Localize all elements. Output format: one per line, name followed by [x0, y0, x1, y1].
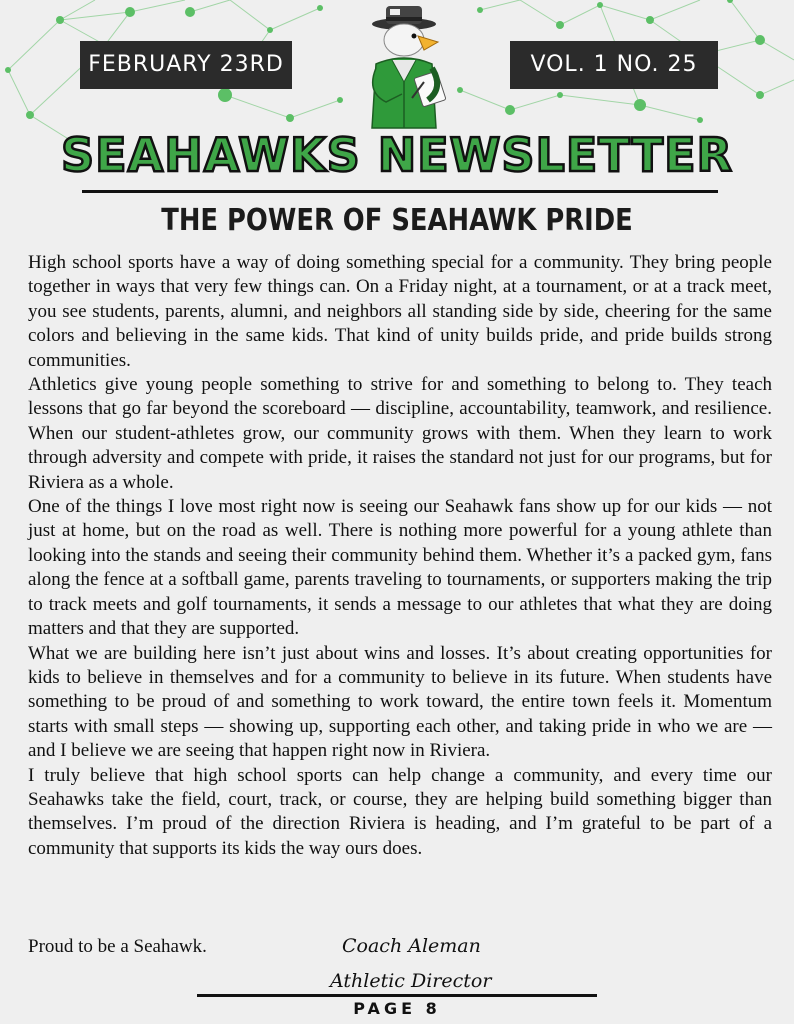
article-headline: THE POWER OF SEAHAWK PRIDE: [161, 203, 633, 238]
article-body: [28, 251, 772, 861]
newsletter-title: SEAHAWKS NEWSLETTER: [61, 128, 733, 182]
footer-divider: [197, 994, 597, 997]
article-paragraph: I truly believe that high school sports can help change a community, and every time our Seahawks take the field, court, track, or course, they are helping build something bigger than themselves. I’m proud of the direction Riviera is heading, and I’m grateful to be part of a community that supports its kids the way ours does.: [28, 764, 772, 859]
article-paragraph: High school sports have a way of doing something special for a community. They bring people together in ways that very few things can. On a Friday night, at a tournament, or at a track meet, you see students, parents, alumni, and neighbors all standing side by side, cheering for the same colors and believing in the same kids. That kind of unity builds pride, and pride builds strong communities.: [28, 252, 772, 371]
signature-title: Athletic Director: [330, 970, 492, 992]
signature-name: Coach Aleman: [342, 935, 481, 957]
issue-date: FEBRUARY 23RD: [80, 41, 292, 89]
article-paragraph: One of the things I love most right now is seeing our Seahawk fans show up for our kids — not just at home, but on the road as well. There is nothing more powerful for a young athlete than looking into the stands and seeing their community behind them. Whether it’s a packed gym, fans along the fence at a softball game, parents traveling to tournaments, or supporters making the trip to track meets and golf tournaments, it sends a message to our athletes that what they are doing matters and that they are supported.: [28, 496, 772, 640]
article-paragraph: Athletics give young people something to strive for and something to belong to. They teach lessons that go far beyond the scoreboard — discipline, accountability, teamwork, and resilience. When our student-athletes grow, our community grows with them. When they learn to work through adversity and compete with pride, it raises the standard not just for our programs, but for Riviera as a whole.: [28, 374, 772, 493]
closing-line: Proud to be a Seahawk.: [28, 936, 207, 957]
seahawk-reporter-icon: [352, 2, 462, 130]
page-number: PAGE 8: [353, 999, 441, 1018]
issue-volume: VOL. 1 NO. 25: [510, 41, 718, 89]
article-paragraph: What we are building here isn’t just about wins and losses. It’s about creating opportunities for kids to believe in themselves and for a community to believe in its future. When students have something to be proud of and something to work toward, the entire town feels it. Momentum starts with small steps — showing up, supporting each other, and taking pride in who we are — and I believe we are seeing that happen right now in Riviera.: [28, 642, 772, 762]
title-divider: [82, 190, 718, 193]
